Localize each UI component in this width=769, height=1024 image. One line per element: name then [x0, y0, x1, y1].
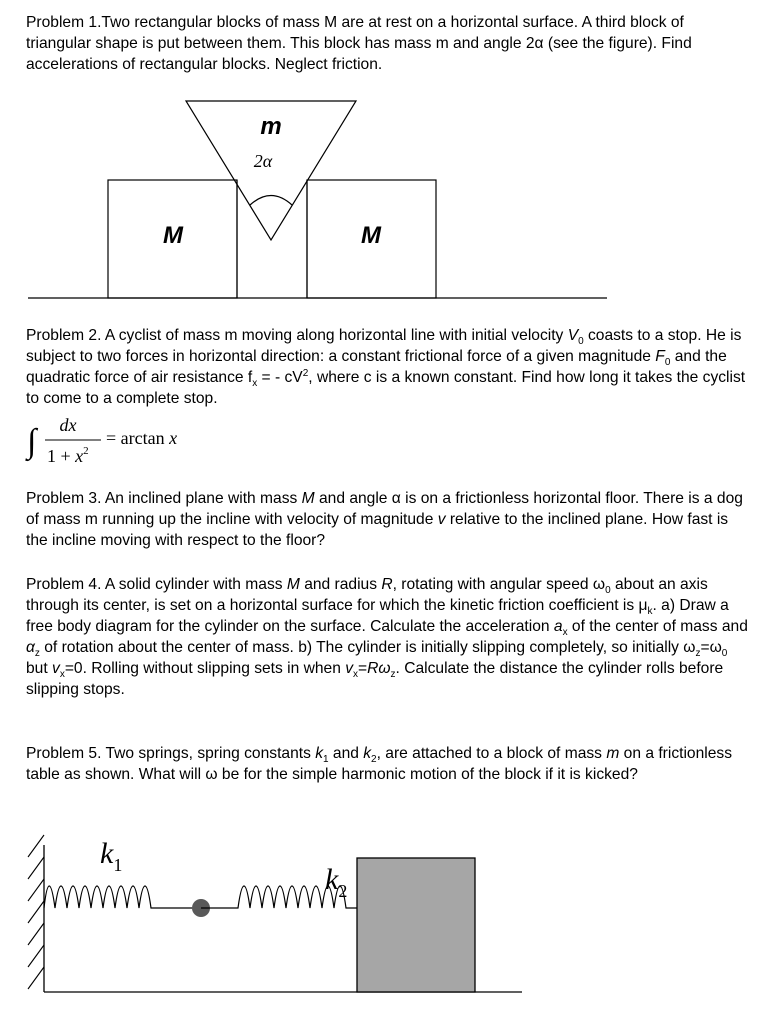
- wedge-angle-label: 2α: [253, 151, 273, 171]
- var-v: v: [345, 660, 354, 677]
- var-v: v: [437, 511, 446, 528]
- problem-5-text: Two springs, spring constants: [101, 745, 316, 762]
- problem-4-label: Problem 4.: [26, 576, 102, 593]
- problem-2-text: coasts to a stop. He is subject to two forces in horizontal direction: a constant frictional force of a given magnitude: [26, 327, 742, 365]
- problem-4-text: and radius: [299, 576, 382, 593]
- problem-5-text: on a frictionless table as shown. What will ω be for the simple harmonic motion of the block if it is kicked?: [26, 745, 732, 783]
- problem-1-text: Two rectangular blocks of mass M are at rest on a horizontal surface. A third block of triangular shape is put between them. This block has mass m and angle 2α (see the figure). Find accelerations of rectangular blocks. Neglect friction.: [26, 14, 692, 73]
- var-v: v: [52, 660, 60, 677]
- var-f: F: [655, 348, 665, 365]
- var-r: R: [381, 576, 393, 593]
- subscript: 2: [371, 754, 377, 766]
- problem-1-label: Problem 1.: [26, 14, 102, 31]
- subscript: 0: [605, 585, 611, 597]
- formula-denominator: $1 + x^2$: [47, 445, 89, 466]
- problem-4-text: , rotating with angular speed: [392, 576, 593, 593]
- subscript: x: [562, 627, 568, 639]
- block-right-label: M: [361, 222, 381, 249]
- problem-4-text: =ω: [700, 639, 722, 656]
- problem-4-text: about an axis through its center, is set on a horizontal surface for which the kinetic friction coefficient is μ: [26, 576, 708, 614]
- integral-sign: ∫: [27, 423, 37, 460]
- problem-5-text: and: [328, 745, 364, 762]
- problem-5-label: Problem 5.: [26, 745, 102, 762]
- problem-2-text: = - cV: [257, 369, 303, 386]
- wall-hatching: [28, 835, 44, 989]
- subscript: k: [647, 606, 653, 618]
- subscript: z: [390, 669, 396, 681]
- var-omega: ω: [592, 576, 606, 593]
- spring-k1: [44, 886, 201, 908]
- problem-2-text: , where c is a known constant. Find how long it takes the cyclist to come to a complete stop.: [26, 369, 746, 407]
- subscript: 0: [721, 648, 728, 660]
- wedge-mass-label: m: [260, 113, 282, 140]
- block-mass: [357, 858, 475, 992]
- problem-5-text: , are attached to a block of mass: [376, 745, 607, 762]
- k2-label: $k_2$: [325, 863, 348, 901]
- subscript: z: [695, 648, 701, 660]
- problem-4-text: . Calculate the distance the cylinder rolls before slipping stops.: [26, 660, 724, 698]
- problem-2-text: and the quadratic force of air resistance f: [26, 348, 727, 386]
- subscript: 0: [578, 336, 584, 348]
- subscript: x: [353, 669, 359, 681]
- problem-3-label: Problem 3.: [26, 490, 102, 507]
- var-m: m: [606, 745, 620, 762]
- superscript: 2: [302, 367, 309, 379]
- subscript: x: [59, 669, 65, 681]
- problem-4-text: of rotation about the center of mass. b) The cylinder is initially slipping completely, so initially ω: [39, 639, 696, 656]
- problem-3-text: relative to the inclined plane. How fast is the incline moving with respect to the floor?: [26, 511, 729, 549]
- var-alpha: α: [26, 639, 35, 656]
- subscript: z: [34, 648, 40, 660]
- problem-4-text: =: [358, 660, 368, 677]
- subscript: 0: [664, 357, 671, 369]
- problem-4-text: A solid cylinder with mass: [101, 576, 287, 593]
- problem-4-text: but: [26, 660, 53, 677]
- var-r-omega: Rω: [367, 660, 391, 677]
- problem-4-text: . a) Draw a free body diagram for the cylinder on the surface. Calculate the acceleration: [26, 597, 729, 635]
- subscript: 1: [323, 754, 329, 766]
- formula-rhs: = arctan x: [106, 428, 178, 448]
- var-k: k: [315, 745, 323, 762]
- var-m: M: [286, 576, 300, 593]
- var-k: k: [363, 745, 372, 762]
- block-left-label: M: [163, 222, 183, 249]
- var-v: V: [567, 327, 579, 344]
- subscript: x: [252, 378, 258, 390]
- formula-numerator: dx: [59, 415, 77, 435]
- var-a: a: [553, 618, 563, 635]
- problem-4-text: =0. Rolling without slipping sets in when: [64, 660, 346, 677]
- problem-2-text: A cyclist of mass m moving along horizontal line with initial velocity: [101, 327, 568, 344]
- problem-4-text: of the center of mass and: [567, 618, 748, 635]
- problem-2-label: Problem 2.: [26, 327, 102, 344]
- problem-3-text: and angle α is on a frictionless horizontal floor. There is a dog of mass m running up the incline with velocity of magnitude: [26, 490, 743, 528]
- var-m: M: [301, 490, 315, 507]
- problem-3-text: An inclined plane with mass: [101, 490, 302, 507]
- k1-label: $k_1$: [100, 837, 123, 875]
